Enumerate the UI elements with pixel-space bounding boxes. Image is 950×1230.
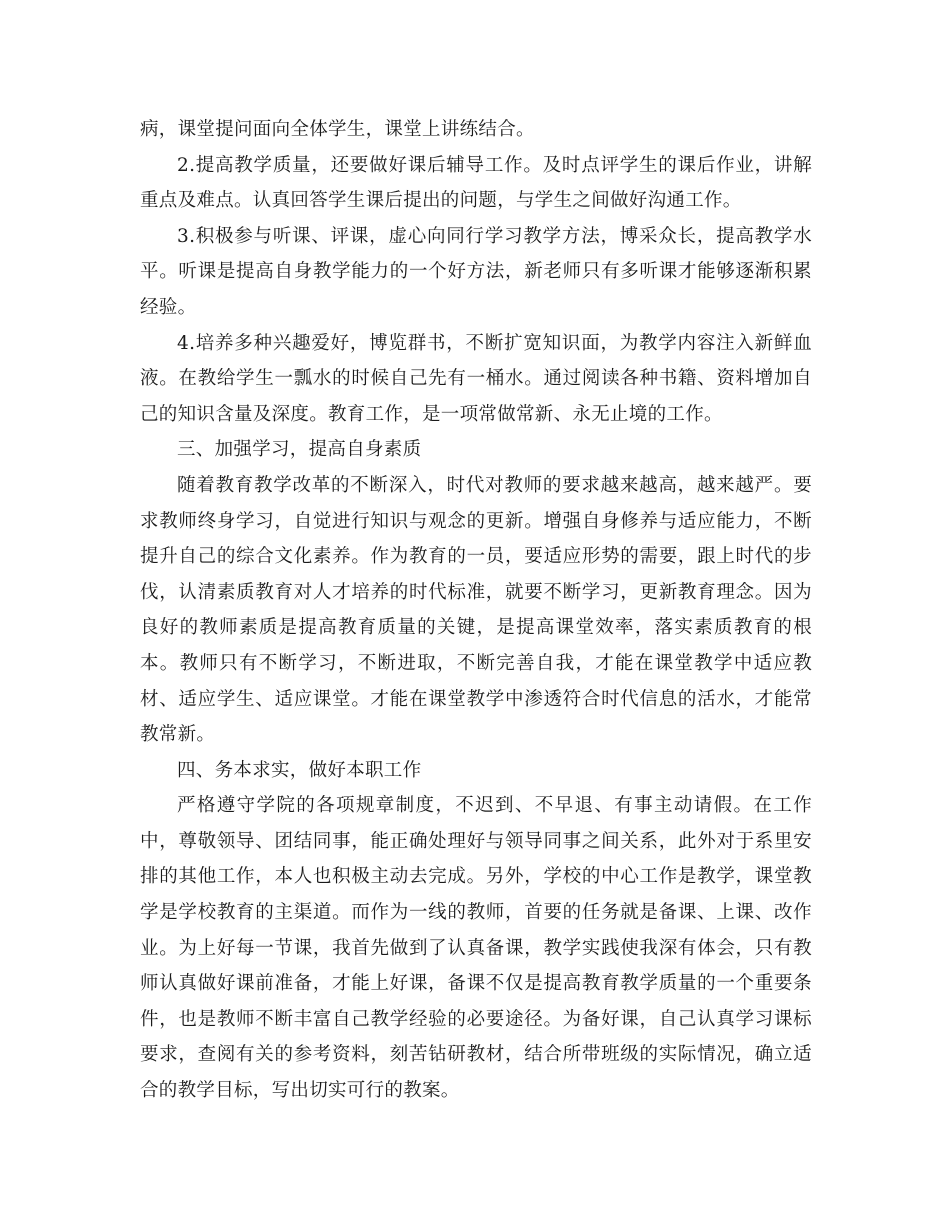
paragraph-section-4: 严格遵守学院的各项规章制度，不迟到、不早退、有事主动请假。在工作中，尊敬领导、团结同事，能正确处理好与领导同事之间关系，此外对于系里安排的其他工作，本人也积极主动去完成。另外，学校的中心工作是教学，课堂教学是学校教育的主渠道。而作为一线的教师，首要的任务就是备课、上课、改作业。为上好每一节课，我首先做到了认真备课，教学实践使我深有体会，只有教师认真做好课前准备，才能上好课，备课不仅是提高教育教学质量的一个重要条件，也是教师不断丰富自己教学经验的必要途径。为备好课，自己认真学习课标要求，查阅有关的参考资料，刻苦钻研教材，结合所带班级的实际情况，确立适合的教学目标，写出切实可行的教案。 (140, 795, 812, 1102)
paragraph-item-4: 4.培养多种兴趣爱好，博览群书，不断扩宽知识面，为教学内容注入新鲜血液。在教给学生一瓢水的时候自己先有一桶水。通过阅读各种书籍、资料增加自己的知识含量及深度。教育工作，是一项常做常新、永无止境的工作。 (140, 332, 812, 425)
section-heading-4: 四、务本求实，做好本职工作 (177, 759, 422, 781)
paragraph-item-3: 3.积极参与听课、评课，虚心向同行学习教学方法，博采众长，提高教学水平。听课是提高自身教学能力的一个好方法，新老师只有多听课才能够逐渐积累经验。 (140, 225, 812, 318)
section-heading-3: 三、加强学习，提高自身素质 (177, 439, 422, 461)
paragraph-item-2: 2.提高教学质量，还要做好课后辅导工作。及时点评学生的课后作业，讲解重点及难点。认真回答学生课后提出的问题，与学生之间做好沟通工作。 (140, 154, 812, 212)
paragraph-section-3: 随着教育教学改革的不断深入，时代对教师的要求越来越高，越来越严。要求教师终身学习，自觉进行知识与观念的更新。增强自身修养与适应能力，不断提升自己的综合文化素养。作为教育的一员，要适应形势的需要，跟上时代的步伐，认清素质教育对人才培养的时代标准，就要不断学习，更新教育理念。因为良好的教师素质是提高教育质量的关键，是提高课堂效率，落实素质教育的根本。教师只有不断学习，不断进取，不断完善自我，才能在课堂教学中适应教材、适应学生、适应课堂。才能在课堂教学中渗透符合时代信息的活水，才能常教常新。 (140, 474, 812, 746)
paragraph-continuation: 病，课堂提问面向全体学生，课堂上讲练结合。 (140, 119, 535, 140)
document-body (140, 112, 812, 1109)
